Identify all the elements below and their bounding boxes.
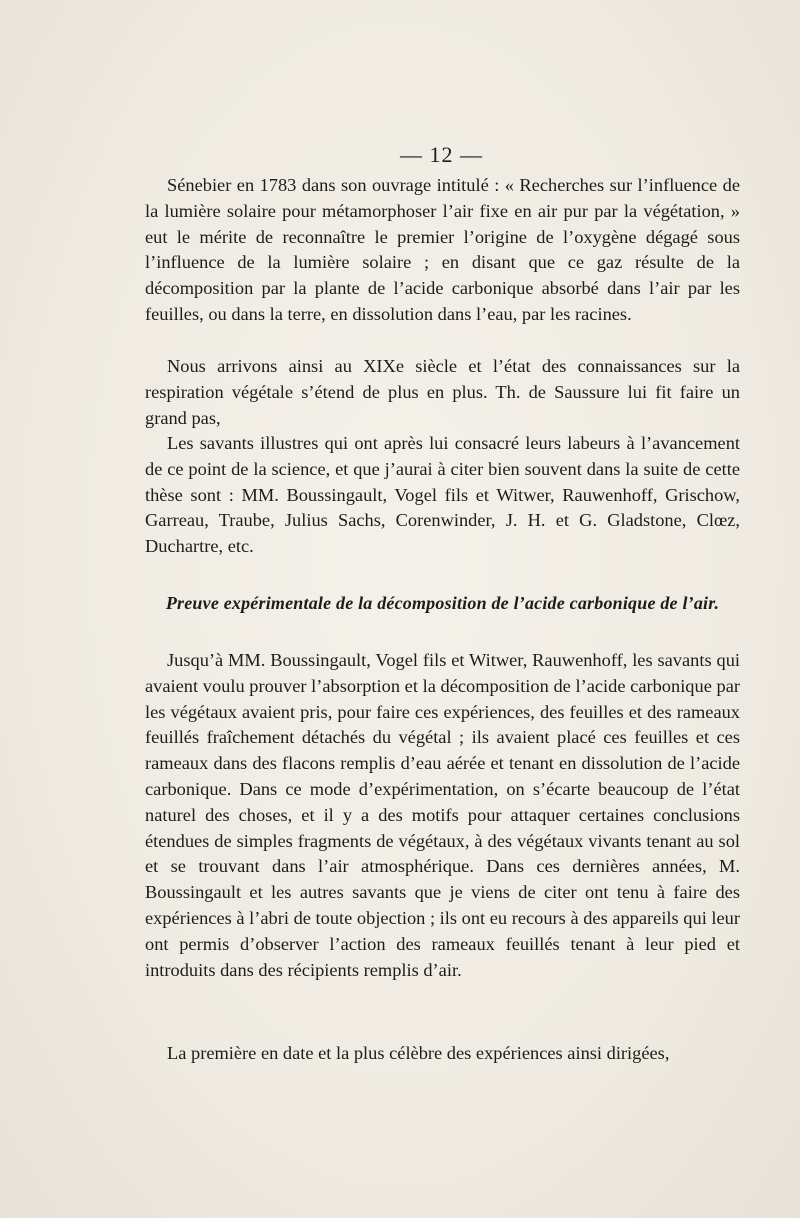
paragraph-xix-century: Nous arrivons ainsi au XIXe siècle et l’état des connaissances sur la respiration végétale s’étend de plus en plus. Th. de Saussure lui fit faire un grand pas,: [145, 356, 740, 428]
paragraph-first-experiment: La première en date et la plus célèbre des expériences ainsi dirigées,: [167, 1043, 670, 1063]
paragraph-illustrious-scholars: Les savants illustres qui ont après lui consacré leurs labeurs à l’avancement de ce point de la science, et que j’aurai à citer bien souvent dans la suite de cette thèse sont : MM. Boussingault, Vogel fils et Witwer, Rauwenhoff, Grischow, Garreau, Traube, Julius Sachs, Corenwinder, J. H. et G. Gladstone, Clœz, Duchartre, etc.: [145, 433, 740, 557]
page-number: — 12 —: [400, 142, 483, 167]
paragraph-senebier: Sénebier en 1783 dans son ouvrage intitulé : « Recherches sur l’influence de la lumière solaire pour métamorphoser l’air fixe en air pur par la végétation, » eut le mérite de reconnaître le premier l’origine de l’oxygène dégagé sous l’influence de la lumière solaire ; en disant que ce gaz résulte de la décomposition par la plante de l’acide carbonique absorbé dans l’air par les feuilles, ou dans la terre, en dissolution dans l’eau, par les racines.: [145, 175, 740, 324]
paragraph-experimental-methods: Jusqu’à MM. Boussingault, Vogel fils et Witwer, Rauwenhoff, les savants qui avaient voulu prouver l’absorption et la décomposition de l’acide carbonique par les végétaux avaient pris, pour faire ces expériences, des feuilles et des rameaux feuillés fraîchement détachés du végétal ; ils avaient placé ces feuilles et ces rameaux dans des flacons remplis d’eau aérée et tenant en dissolution de l’acide carbonique. Dans ce mode d’expérimentation, on s’écarte beaucoup de l’état naturel des choses, et il y a des motifs pour attaquer certaines conclusions étendues de simples fragments de végétaux, à des végétaux vivants tenant au sol et se trouvant dans l’air atmosphérique. Dans ces dernières années, M. Boussingault et les autres savants que je viens de citer ont tenu à faire des expériences à l’abri de toute objection ; ils ont eu recours à des appareils qui leur ont permis d’observer l’action des rameaux feuillés tenant à leur pied et introduits dans des récipients remplis d’air.: [145, 650, 740, 980]
section-heading: Preuve expérimentale de la décomposition de l’acide carbonique de l’air.: [165, 593, 720, 613]
